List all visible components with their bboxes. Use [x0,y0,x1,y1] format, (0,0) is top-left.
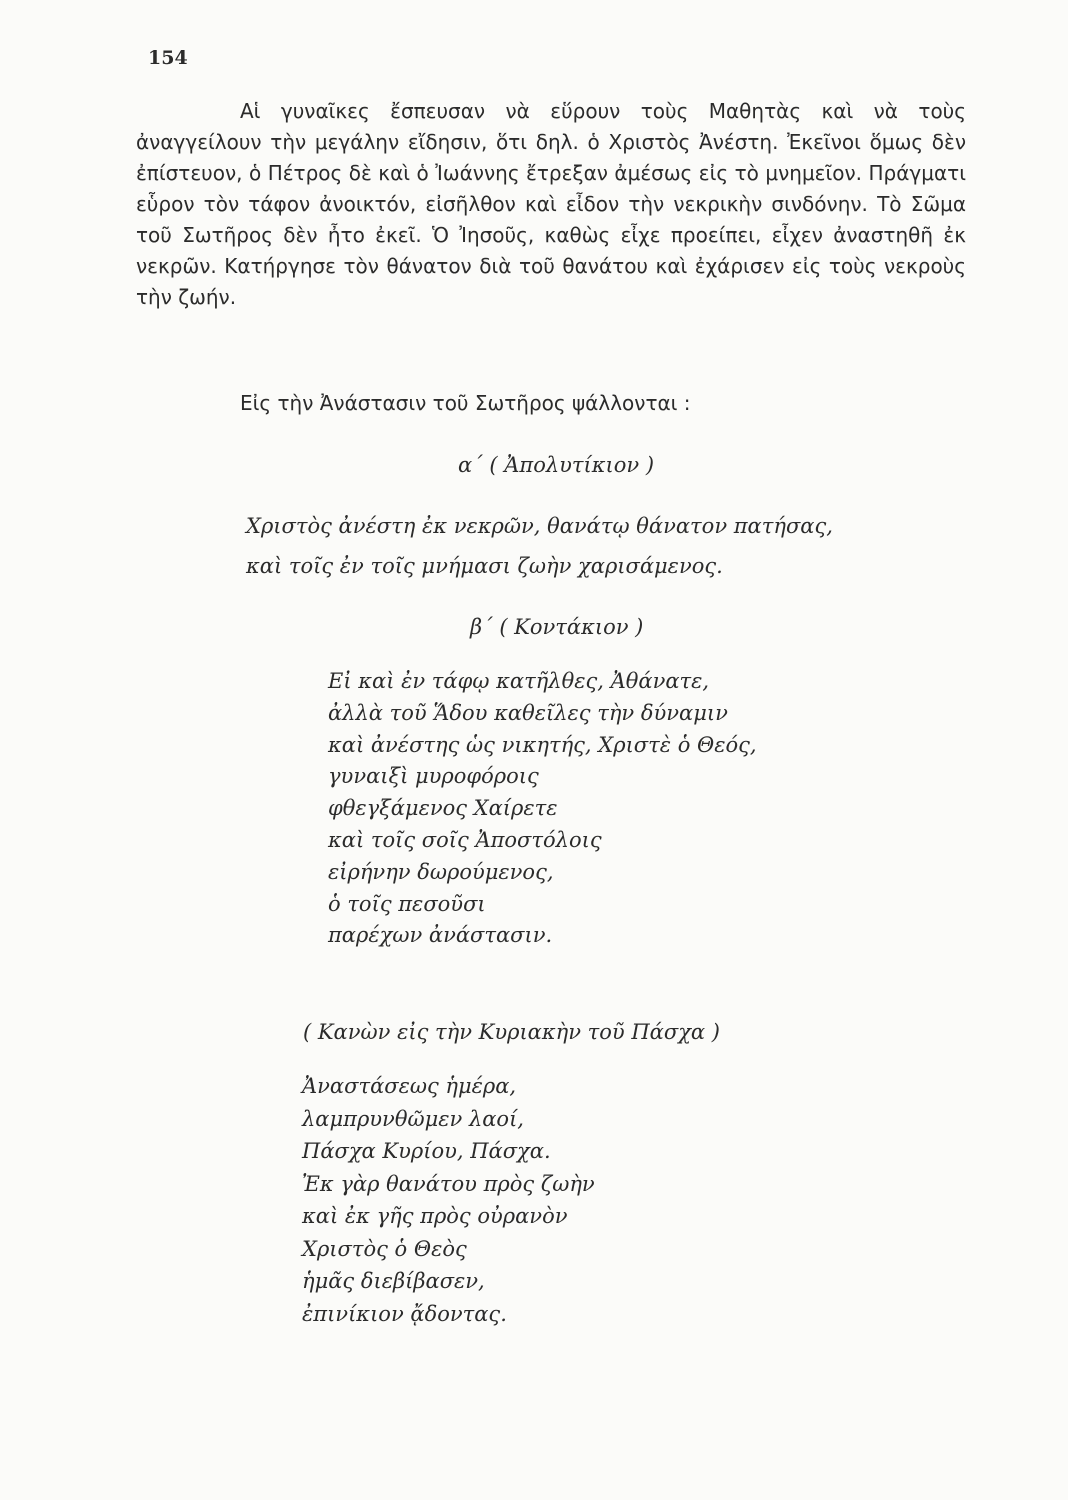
verse-line: λαμπρυνθῶμεν λαοί, [302,1106,524,1131]
canon-verse [302,1070,595,1330]
verse-line: Χριστὸς ὁ Θεὸς [302,1236,467,1261]
kontakion-verse [328,666,757,952]
verse-line: φθεγξάμενος Χαίρετε [328,796,558,821]
apolytikion-heading: α΄ ( Ἀπολυτίκιον ) [458,453,655,477]
verse-line: Χριστὸς ἀνέστη ἐκ νεκρῶν, θανάτῳ θάνατον πατήσας, [246,514,833,538]
verse-line: καὶ τοῖς ἐν τοῖς μνήμασι ζωὴν χαρισάμενος. [246,554,723,578]
verse-line: ἡμᾶς διεβίβασεν, [302,1269,485,1293]
verse-line: Ἐκ γὰρ θανάτου πρὸς ζωὴν [302,1171,595,1196]
apolytikion-verse [246,506,833,586]
verse-line: Πάσχα Κυρίου, Πάσχα. [302,1139,551,1163]
kontakion-heading: β΄ ( Κοντάκιον ) [470,615,644,639]
verse-line: Ἀναστάσεως ἡμέρα, [302,1074,517,1098]
verse-line: καὶ ἀνέστης ὡς νικητής, Χριστὲ ὁ Θεός, [328,732,757,757]
verse-line: γυναιξὶ μυροφόροις [328,764,539,789]
body-paragraph: Αἱ γυναῖκες ἔσπευσαν νὰ εὕρουν τοὺς Μαθητὰς καὶ νὰ τοὺς ἀναγγείλουν τὴν μεγάλην εἴδησιν, ὅτι δηλ. ὁ Χριστὸς Ἀνέστη. Ἐκεῖνοι ὅμως δὲν ἐπίστευον, ὁ Πέτρος δὲ καὶ ὁ Ἰωάννης ἔτρεξαν ἀμέσως εἰς τὸ μνημεῖον. Πράγματι εὗρον τὸν τάφον ἀνοικτόν, εἰσῆλθον καὶ εἶδον τὴν νεκρικὴν σινδόνην. Τὸ Σῶμα τοῦ Σωτῆρος δὲν ἦτο ἐκεῖ. Ὁ Ἰησοῦς, καθὼς εἶχε προείπει, εἶχεν ἀναστηθῆ ἐκ νεκρῶν. Κατήργησε τὸν θάνατον διὰ τοῦ θανάτου καὶ ἐχάρισεν εἰς τοὺς νεκροὺς τὴν ζωήν. [136,99,966,309]
verse-line: εἰρήνην δωρούμενος, [328,859,554,884]
verse-line: ἐπινίκιον ᾄδοντας. [302,1301,507,1326]
verse-line: καὶ τοῖς σοῖς Ἀποστόλοις [328,827,602,852]
canon-heading: ( Κανὼν εἰς τὴν Κυριακὴν τοῦ Πάσχα ) [303,1020,720,1044]
verse-line: καὶ ἐκ γῆς πρὸς οὐρανὸν [302,1204,568,1228]
verse-line: παρέχων ἀνάστασιν. [328,923,553,948]
page-number: 154 [148,47,188,69]
verse-line: ἀλλὰ τοῦ Ἅδου καθεῖλες τὴν δύναμιν [328,700,728,725]
verse-line: ὁ τοῖς πεσοῦσι [328,891,486,916]
hymns-intro: Εἰς τὴν Ἀνάστασιν τοῦ Σωτῆρος ψάλλονται : [240,391,691,415]
verse-line: Εἰ καὶ ἐν τάφῳ κατῆλθες, Ἀθάνατε, [328,669,710,693]
